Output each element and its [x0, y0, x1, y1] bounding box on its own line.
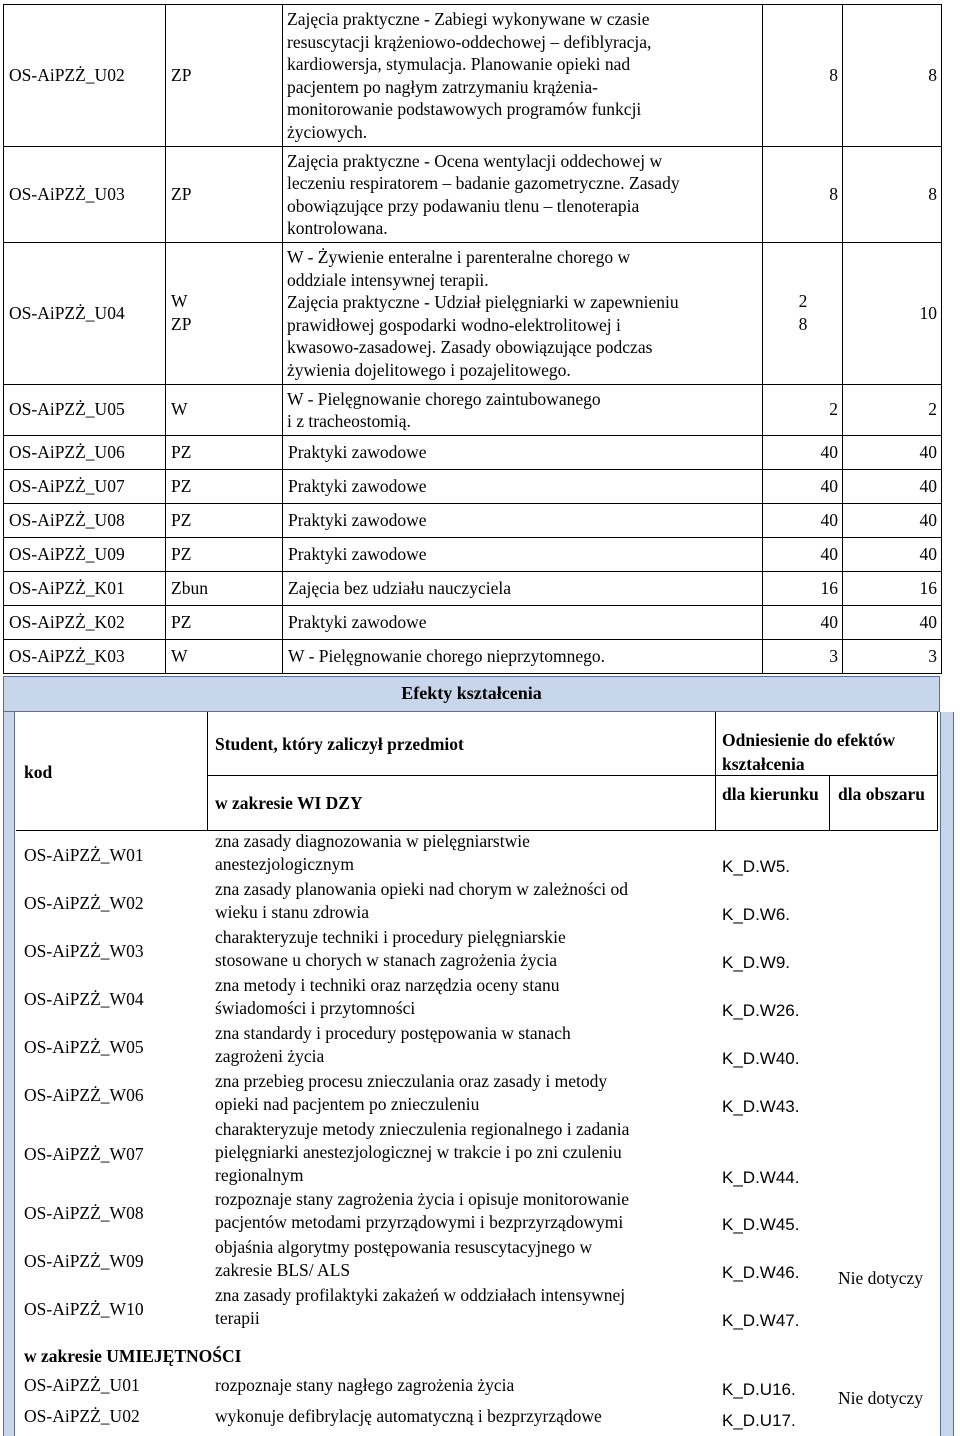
col-obszar: dla obszaru — [838, 784, 926, 804]
form-line: ZP — [171, 314, 192, 335]
hours-line: 2 — [829, 399, 838, 420]
col-student: Student, który zaliczył przedmiot — [215, 734, 464, 754]
row-total: 8 — [843, 146, 942, 242]
row-topic: Praktyki zawodowe — [283, 537, 763, 571]
topic-line: prawidłowej gospodarki wodno-elektrolitowej i — [287, 314, 621, 335]
hours-row — [4, 537, 942, 571]
hours-row — [4, 435, 942, 469]
effect-code: OS-AiPZŻ_W05 — [24, 1037, 144, 1057]
row-hours — [763, 5, 843, 147]
effect-text: świadomości i przytomności — [215, 998, 416, 1018]
row-hours: 40 — [763, 537, 843, 571]
topic-line: Zajęcia praktyczne - Zabiegi wykonywane w czasie — [287, 9, 650, 29]
obszar-umiejetnosci: Nie dotyczy — [838, 1388, 924, 1408]
effect-text: zna metody i techniki oraz narzędzia oceny stanu — [215, 975, 560, 995]
row-form — [166, 5, 283, 147]
effect-code: OS-AiPZŻ_W06 — [24, 1085, 144, 1105]
hours-row — [4, 242, 942, 384]
effect-text: zna standardy i procedury postępowania w stanach — [215, 1023, 571, 1043]
effect-code: OS-AiPZŻ_U02 — [24, 1406, 140, 1426]
hours-row — [4, 5, 942, 147]
row-code: OS-AiPZŻ_U09 — [4, 537, 166, 571]
effect-ref: K_D.W45. — [722, 1215, 800, 1234]
effect-ref: K_D.U17. — [722, 1411, 796, 1430]
row-total: 40 — [843, 605, 942, 639]
row-code: OS-AiPZŻ_U02 — [4, 5, 166, 147]
row-topic — [283, 242, 763, 384]
hours-row — [4, 503, 942, 537]
effect-text: pielęgniarki anestezjologicznej w trakcie i po zni czuleniu — [215, 1142, 622, 1162]
row-topic — [283, 146, 763, 242]
row-code: OS-AiPZŻ_U08 — [4, 503, 166, 537]
topic-line: życiowych. — [287, 121, 368, 142]
effect-text: charakteryzuje metody znieczulenia regionalnego i zadania — [215, 1119, 630, 1139]
effect-ref: K_D.W46. — [722, 1263, 800, 1282]
row-total: 40 — [843, 503, 942, 537]
form-line: ZP — [171, 183, 192, 204]
row-topic — [283, 5, 763, 147]
grid-line — [207, 712, 208, 831]
effect-text: regionalnym — [215, 1165, 304, 1185]
row-topic: W - Pielęgnowanie chorego nieprzytomnego. — [283, 639, 763, 673]
effect-code: OS-AiPZŻ_W08 — [24, 1203, 144, 1223]
topic-line: pacjentem po nagłym zatrzymaniu krążenia- — [287, 76, 598, 97]
row-code: OS-AiPZŻ_U03 — [4, 146, 166, 242]
topic-line: Zajęcia praktyczne - Udział pielęgniarki w zapewnieniu — [287, 292, 679, 313]
frame-right — [940, 712, 954, 1436]
effect-ref: K_D.W26. — [722, 1001, 800, 1020]
row-total: 10 — [843, 242, 942, 384]
row-topic: Praktyki zawodowe — [283, 469, 763, 503]
topic-line: kardiowersja, stymulacja. Planowanie opieki nad — [287, 54, 631, 75]
effect-ref: K_D.W5. — [722, 857, 791, 876]
topic-line: i z tracheostomią. — [287, 411, 411, 432]
row-total: 2 — [843, 384, 942, 435]
topic-line: W - Żywienie enteralne i parenteralne chorego w — [287, 246, 631, 267]
grid-line — [715, 712, 716, 831]
efekty-title: Efekty kształcenia — [401, 683, 542, 703]
effect-text: charakteryzuje techniki i procedury pielęgniarskie — [215, 927, 566, 947]
effect-code: OS-AiPZŻ_W04 — [24, 989, 144, 1009]
effect-text: stosowane u chorych w stanach zagrożenia życia — [215, 950, 558, 970]
row-hours: 40 — [763, 605, 843, 639]
row-total: 40 — [843, 435, 942, 469]
row-code: OS-AiPZŻ_U05 — [4, 384, 166, 435]
effect-ref: K_D.W40. — [722, 1049, 800, 1068]
topic-line: Zajęcia praktyczne - Ocena wentylacji oddechowej w — [287, 150, 663, 171]
row-topic: Praktyki zawodowe — [283, 435, 763, 469]
hours-table-body — [4, 5, 942, 674]
section-umiejetnosci: w zakresie UMIEJĘTNOŚCI — [24, 1346, 242, 1366]
effect-ref: K_D.W43. — [722, 1097, 800, 1116]
row-form — [166, 384, 283, 435]
col-odniesienie: Odniesienie do efektów kształcenia — [722, 730, 896, 774]
row-form: PZ — [166, 605, 283, 639]
row-form: PZ — [166, 537, 283, 571]
row-topic: Praktyki zawodowe — [283, 503, 763, 537]
topic-line: monitorowanie podstawowych programów funkcji — [287, 99, 642, 120]
hours-row — [4, 605, 942, 639]
row-form: PZ — [166, 503, 283, 537]
hours-line: 8 — [798, 314, 808, 335]
effect-ref: K_D.W47. — [722, 1311, 800, 1330]
row-hours: 16 — [763, 571, 843, 605]
row-hours: 40 — [763, 435, 843, 469]
row-total: 40 — [843, 537, 942, 571]
row-total: 40 — [843, 469, 942, 503]
row-total: 3 — [843, 639, 942, 673]
effect-code: OS-AiPZŻ_W01 — [24, 845, 144, 865]
topic-line: oddziale intensywnej terapii. — [287, 269, 489, 290]
row-hours — [763, 384, 843, 435]
hours-row — [4, 639, 942, 673]
hours-row — [4, 469, 942, 503]
topic-line: W - Pielęgnowanie chorego zaintubowanego — [287, 388, 601, 409]
row-code: OS-AiPZŻ_K02 — [4, 605, 166, 639]
effect-text: anestezjologicznym — [215, 854, 354, 874]
col-kod: kod — [24, 762, 53, 782]
effect-text: zakresie BLS/ ALS — [215, 1260, 351, 1280]
effect-text: wieku i stanu zdrowia — [215, 902, 370, 922]
hours-row — [4, 146, 942, 242]
effect-ref: K_D.W44. — [722, 1168, 800, 1187]
form-line: W — [171, 291, 188, 312]
topic-line: leczeniu respiratorem – badanie gazometryczne. Zasady — [287, 173, 680, 194]
row-form — [166, 146, 283, 242]
effect-code: OS-AiPZŻ_U01 — [24, 1375, 140, 1395]
row-total: 8 — [843, 5, 942, 147]
row-code: OS-AiPZŻ_U06 — [4, 435, 166, 469]
row-form: Zbun — [166, 571, 283, 605]
effect-text: terapii — [215, 1308, 260, 1328]
topic-line: resuscytacji krążeniowo-oddechowej – defiblyracja, — [287, 31, 652, 52]
hours-row — [4, 384, 942, 435]
effect-code: OS-AiPZŻ_W09 — [24, 1251, 144, 1271]
grid-line — [829, 776, 830, 831]
topic-line: kontrolowana. — [287, 218, 388, 239]
row-topic — [283, 384, 763, 435]
row-hours — [763, 242, 843, 384]
row-topic: Praktyki zawodowe — [283, 605, 763, 639]
effect-text: wykonuje defibrylację automatyczną i bezprzyrządowe — [215, 1406, 602, 1426]
hours-line: 8 — [829, 64, 838, 85]
row-code: OS-AiPZŻ_K01 — [4, 571, 166, 605]
grid-line — [937, 712, 938, 831]
row-form: PZ — [166, 435, 283, 469]
row-code: OS-AiPZŻ_U07 — [4, 469, 166, 503]
topic-line: żywienia dojelitowego i pozajelitowego. — [287, 359, 571, 380]
effect-text: pacjentów metodami przyrządowymi i bezprzyrządowymi — [215, 1212, 624, 1232]
effect-code: OS-AiPZŻ_W07 — [24, 1144, 144, 1164]
effect-code: OS-AiPZŻ_W10 — [24, 1299, 144, 1319]
hours-table — [3, 4, 942, 674]
row-code: OS-AiPZŻ_U04 — [4, 242, 166, 384]
hours-line: 2 — [798, 291, 808, 312]
effect-text: rozpoznaje stany zagrożenia życia i opisuje monitorowanie — [215, 1189, 630, 1209]
effect-code: OS-AiPZŻ_W03 — [24, 941, 144, 961]
effect-text: zna zasady profilaktyki zakażeń w oddziałach intensywnej — [215, 1285, 626, 1305]
form-line: W — [171, 399, 188, 420]
hours-line: 8 — [829, 183, 838, 204]
effect-text: zagrożeni życia — [215, 1046, 325, 1066]
effect-text: zna zasady diagnozowania w pielęgniarstwie — [215, 831, 530, 851]
effect-ref: K_D.U16. — [722, 1380, 796, 1399]
effect-text: objaśnia algorytmy postępowania resuscytacyjnego w — [215, 1237, 593, 1257]
section-wiedza: w zakresie WI DZY — [215, 793, 363, 813]
row-hours: 3 — [763, 639, 843, 673]
topic-line: kwasowo-zasadowej. Zasady obowiązujące podczas — [287, 337, 653, 358]
row-form: PZ — [166, 469, 283, 503]
row-form: W — [166, 639, 283, 673]
row-hours: 40 — [763, 503, 843, 537]
frame-left — [3, 712, 15, 1436]
efekty-header — [3, 676, 940, 712]
effect-ref: K_D.W9. — [722, 953, 791, 972]
col-kierunek: dla kierunku — [722, 784, 819, 804]
row-code: OS-AiPZŻ_K03 — [4, 639, 166, 673]
effect-code: OS-AiPZŻ_W02 — [24, 893, 144, 913]
row-hours — [763, 146, 843, 242]
effect-text: rozpoznaje stany nagłego zagrożenia życia — [215, 1375, 515, 1395]
effect-text: opieki nad pacjentem po znieczuleniu — [215, 1094, 480, 1114]
row-topic: Zajęcia bez udziału nauczyciela — [283, 571, 763, 605]
row-form — [166, 242, 283, 384]
effect-text: zna przebieg procesu znieczulania oraz zasady i metody — [215, 1071, 608, 1091]
effect-ref: K_D.W6. — [722, 905, 791, 924]
effect-text: zna zasady planowania opieki nad chorym w zależności od — [215, 879, 629, 899]
form-line: ZP — [171, 64, 192, 85]
row-total: 16 — [843, 571, 942, 605]
row-hours: 40 — [763, 469, 843, 503]
obszar-wiedza: Nie dotyczy — [838, 1268, 924, 1288]
topic-line: obowiązujące przy podawaniu tlenu – tlenoterapia — [287, 195, 640, 216]
hours-row — [4, 571, 942, 605]
